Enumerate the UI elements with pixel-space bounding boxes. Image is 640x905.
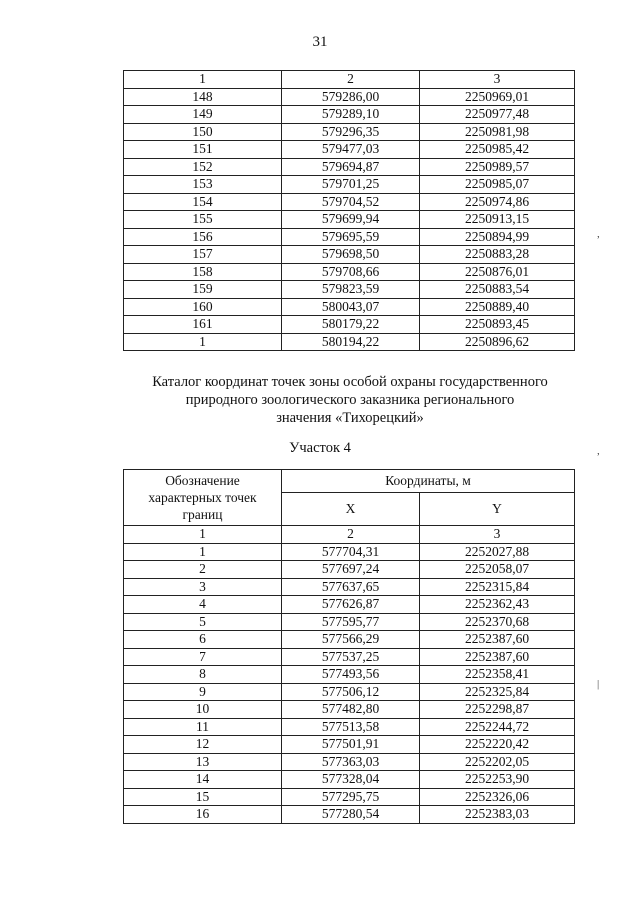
point-number-cell: 13	[124, 753, 282, 771]
table2-numbering-cell: 1	[124, 526, 282, 544]
table2-body	[124, 526, 575, 824]
x-coordinate-cell: 577704,31	[282, 543, 420, 561]
point-number-cell: 3	[124, 578, 282, 596]
table1-numbering-cell: 2	[282, 71, 420, 89]
x-coordinate-cell: 579695,59	[282, 228, 420, 246]
x-coordinate-cell: 579708,66	[282, 263, 420, 281]
points-designation-header: Обозначение характерных точек границ	[124, 470, 282, 526]
coordinates-table-continued	[123, 70, 575, 351]
point-number-cell: 4	[124, 596, 282, 614]
x-coordinate-cell: 577363,03	[282, 753, 420, 771]
point-number-cell: 1	[124, 333, 282, 351]
x-coordinate-cell: 579698,50	[282, 246, 420, 264]
point-number-cell: 153	[124, 176, 282, 194]
coordinates-header: Координаты, м	[282, 470, 575, 493]
table-row	[124, 281, 575, 299]
margin-mark: ,	[597, 228, 600, 240]
table-row	[124, 176, 575, 194]
y-coordinate-cell: 2252027,88	[420, 543, 575, 561]
y-coordinate-cell: 2252370,68	[420, 613, 575, 631]
table-row	[124, 578, 575, 596]
point-number-cell: 159	[124, 281, 282, 299]
table-row	[124, 683, 575, 701]
y-coordinate-cell: 2252362,43	[420, 596, 575, 614]
x-coordinate-cell: 580194,22	[282, 333, 420, 351]
y-coordinate-cell: 2250985,42	[420, 141, 575, 159]
y-coordinate-cell: 2252315,84	[420, 578, 575, 596]
point-number-cell: 154	[124, 193, 282, 211]
point-number-cell: 1	[124, 543, 282, 561]
table-row	[124, 333, 575, 351]
table-row	[124, 613, 575, 631]
y-coordinate-cell: 2250883,54	[420, 281, 575, 299]
catalog-title-line: Каталог координат точек зоны особой охраны государственного	[152, 374, 548, 390]
point-number-cell: 160	[124, 298, 282, 316]
point-number-cell: 151	[124, 141, 282, 159]
table1-numbering-cell: 3	[420, 71, 575, 89]
table-row	[124, 211, 575, 229]
coordinates-table-section-4	[123, 469, 575, 824]
x-coordinate-cell: 579286,00	[282, 88, 420, 106]
catalog-title	[80, 373, 620, 427]
x-coordinate-cell: 577637,65	[282, 578, 420, 596]
x-coordinate-cell: 577537,25	[282, 648, 420, 666]
x-coordinate-cell: 577506,12	[282, 683, 420, 701]
y-coordinate-cell: 2250913,15	[420, 211, 575, 229]
section-title: Участок 4	[289, 440, 351, 456]
y-coordinate-cell: 2250893,45	[420, 316, 575, 334]
x-coordinate-cell: 577566,29	[282, 631, 420, 649]
table-row	[124, 806, 575, 824]
table-row	[124, 718, 575, 736]
point-number-cell: 8	[124, 666, 282, 684]
y-coordinate-cell: 2250981,98	[420, 123, 575, 141]
point-number-cell: 157	[124, 246, 282, 264]
table-row	[124, 88, 575, 106]
y-coordinate-cell: 2250977,48	[420, 106, 575, 124]
y-coordinate-cell: 2252058,07	[420, 561, 575, 579]
point-number-cell: 155	[124, 211, 282, 229]
point-number-cell: 11	[124, 718, 282, 736]
x-coordinate-cell: 577697,24	[282, 561, 420, 579]
table-row	[124, 666, 575, 684]
y-coordinate-cell: 2250889,40	[420, 298, 575, 316]
y-coordinate-cell: 2250894,99	[420, 228, 575, 246]
margin-mark: |	[597, 678, 600, 690]
table-row	[124, 631, 575, 649]
point-number-cell: 15	[124, 788, 282, 806]
catalog-title-line: значения «Тихорецкий»	[276, 410, 424, 426]
y-coordinate-cell: 2250896,62	[420, 333, 575, 351]
point-number-cell: 149	[124, 106, 282, 124]
table2-header	[124, 470, 575, 526]
y-coordinate-cell: 2252387,60	[420, 648, 575, 666]
point-number-cell: 152	[124, 158, 282, 176]
y-coordinate-cell: 2252244,72	[420, 718, 575, 736]
point-number-cell: 148	[124, 88, 282, 106]
point-number-cell: 150	[124, 123, 282, 141]
x-coordinate-cell: 580043,07	[282, 298, 420, 316]
table-row	[124, 106, 575, 124]
table-row	[124, 771, 575, 789]
table-row	[124, 316, 575, 334]
x-coordinate-cell: 579477,03	[282, 141, 420, 159]
catalog-title-line: природного зоологического заказника регионального	[185, 392, 515, 408]
table-row	[124, 123, 575, 141]
x-coordinate-cell: 579823,59	[282, 281, 420, 299]
table-row	[124, 298, 575, 316]
table-row	[124, 228, 575, 246]
y-coordinate-cell: 2250985,07	[420, 176, 575, 194]
table-row	[124, 141, 575, 159]
table-row	[124, 596, 575, 614]
x-coordinate-cell: 579289,10	[282, 106, 420, 124]
y-coordinate-cell: 2252383,03	[420, 806, 575, 824]
table2-header-row	[124, 470, 575, 493]
table2-numbering-row	[124, 526, 575, 544]
y-coordinate-cell: 2250969,01	[420, 88, 575, 106]
y-axis-header: Y	[420, 492, 575, 525]
x-coordinate-cell: 579296,35	[282, 123, 420, 141]
table1-numbering-cell: 1	[124, 71, 282, 89]
y-coordinate-cell: 2252253,90	[420, 771, 575, 789]
point-number-cell: 5	[124, 613, 282, 631]
table-row	[124, 246, 575, 264]
table1-numbering-row	[124, 71, 575, 89]
x-coordinate-cell: 577501,91	[282, 736, 420, 754]
point-number-cell: 16	[124, 806, 282, 824]
point-number-cell: 156	[124, 228, 282, 246]
x-coordinate-cell: 577595,77	[282, 613, 420, 631]
x-coordinate-cell: 579699,94	[282, 211, 420, 229]
point-number-cell: 161	[124, 316, 282, 334]
point-number-cell: 7	[124, 648, 282, 666]
y-coordinate-cell: 2252220,42	[420, 736, 575, 754]
table-row	[124, 753, 575, 771]
table-row	[124, 193, 575, 211]
table-row	[124, 736, 575, 754]
point-number-cell: 10	[124, 701, 282, 719]
point-number-cell: 2	[124, 561, 282, 579]
table-row	[124, 561, 575, 579]
y-coordinate-cell: 2252326,06	[420, 788, 575, 806]
table-row	[124, 543, 575, 561]
x-coordinate-cell: 577328,04	[282, 771, 420, 789]
table-row	[124, 701, 575, 719]
y-coordinate-cell: 2252325,84	[420, 683, 575, 701]
x-coordinate-cell: 577482,80	[282, 701, 420, 719]
y-coordinate-cell: 2252298,87	[420, 701, 575, 719]
point-number-cell: 158	[124, 263, 282, 281]
x-coordinate-cell: 579701,25	[282, 176, 420, 194]
table1-body	[124, 71, 575, 351]
point-number-cell: 12	[124, 736, 282, 754]
y-coordinate-cell: 2250974,86	[420, 193, 575, 211]
table2-numbering-cell: 2	[282, 526, 420, 544]
x-coordinate-cell: 580179,22	[282, 316, 420, 334]
y-coordinate-cell: 2250876,01	[420, 263, 575, 281]
margin-mark: ,	[597, 445, 600, 457]
x-coordinate-cell: 577513,58	[282, 718, 420, 736]
x-coordinate-cell: 577295,75	[282, 788, 420, 806]
x-coordinate-cell: 577493,56	[282, 666, 420, 684]
table-row	[124, 263, 575, 281]
page-number: 31	[312, 34, 328, 50]
point-number-cell: 6	[124, 631, 282, 649]
table-row	[124, 648, 575, 666]
x-coordinate-cell: 579704,52	[282, 193, 420, 211]
y-coordinate-cell: 2250989,57	[420, 158, 575, 176]
table-row	[124, 158, 575, 176]
point-number-cell: 14	[124, 771, 282, 789]
point-number-cell: 9	[124, 683, 282, 701]
x-coordinate-cell: 579694,87	[282, 158, 420, 176]
x-axis-header: X	[282, 492, 420, 525]
y-coordinate-cell: 2250883,28	[420, 246, 575, 264]
x-coordinate-cell: 577280,54	[282, 806, 420, 824]
y-coordinate-cell: 2252358,41	[420, 666, 575, 684]
x-coordinate-cell: 577626,87	[282, 596, 420, 614]
table-row	[124, 788, 575, 806]
y-coordinate-cell: 2252387,60	[420, 631, 575, 649]
table2-numbering-cell: 3	[420, 526, 575, 544]
y-coordinate-cell: 2252202,05	[420, 753, 575, 771]
